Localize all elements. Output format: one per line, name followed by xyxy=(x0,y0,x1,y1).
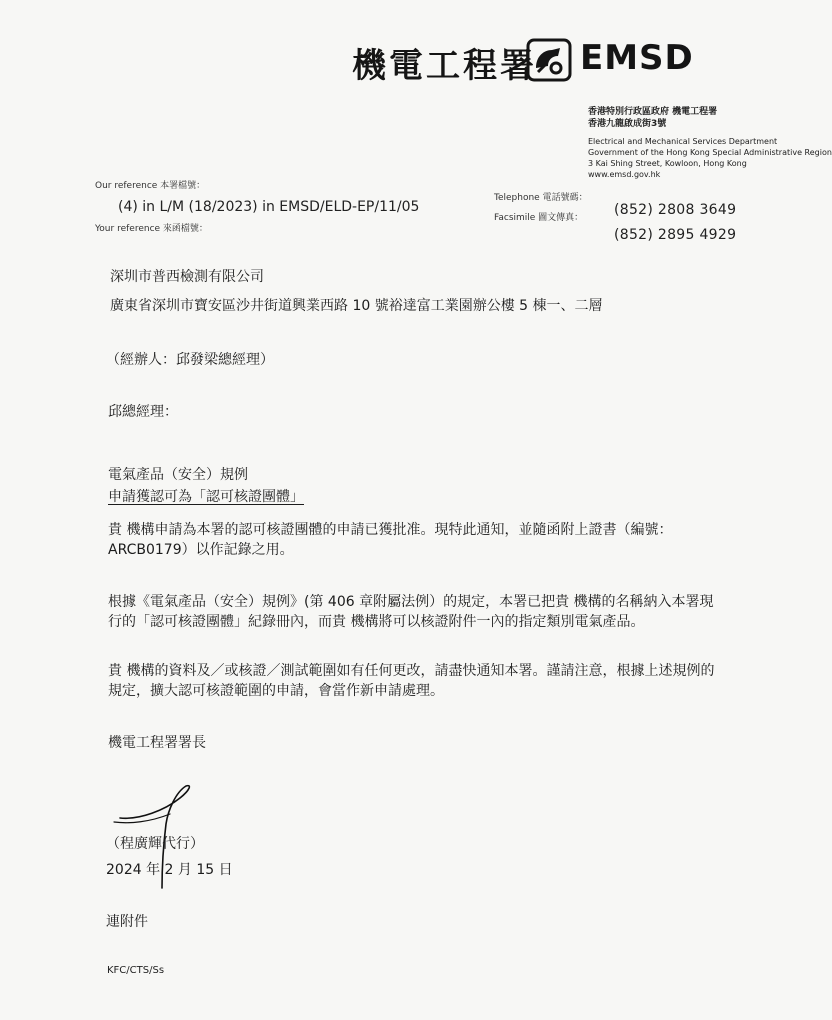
dept-name-en: Electrical and Mechanical Services Department xyxy=(588,137,778,146)
closing-title: 機電工程署署長 xyxy=(108,735,206,751)
dept-name-cn: 香港特別行政區政府 機電工程署 xyxy=(588,107,718,117)
paragraph-1: 貴 機構申請為本署的認可核證團體的申請已獲批准。現特此通知，並隨函附上證書（編號：ARCB0179）以作記錄之用。 xyxy=(108,522,673,558)
dept-website: www.emsd.gov.hk xyxy=(588,170,661,179)
signatory-name: （程廣輝代行） xyxy=(106,836,204,852)
telephone-label: Telephone 電話號碼： xyxy=(494,193,588,203)
letter-date: 2024 年 2 月 15 日 xyxy=(106,862,233,878)
subject-line-2: 申請獲認可為「認可核證團體」 xyxy=(108,489,304,505)
your-reference-label: Your reference 來函檔號： xyxy=(95,224,208,234)
subject-line-1: 電氣產品（安全）規例 xyxy=(108,467,248,483)
facsimile-value: (852) 2895 4929 xyxy=(614,227,737,243)
logo-chinese-name: 機電工程署 xyxy=(352,46,537,86)
paragraph-3: 貴 機構的資料及／或核證／測試範圍如有任何更改，請盡快通知本署。謹請注意，根據上述規例的規定，擴大認可核證範圍的申請，會當作新申請處理。 xyxy=(108,663,715,699)
facsimile-label: Facsimile 圖文傳真： xyxy=(494,213,584,223)
dept-gov-en: Government of the Hong Kong Special Administrative Region xyxy=(588,148,832,157)
salutation: 邱總經理： xyxy=(108,404,178,420)
dept-address-en: 3 Kai Shing Street, Kowloon, Hong Kong xyxy=(588,159,747,168)
emsd-logo-icon xyxy=(526,38,572,82)
telephone-value: (852) 2808 3649 xyxy=(614,202,737,218)
our-reference-label: Our reference 本署檔號： xyxy=(95,181,206,191)
recipient-company: 深圳市普西檢測有限公司 xyxy=(110,269,264,285)
reference-code: KFC/CTS/Ss xyxy=(107,965,165,976)
dept-address-cn: 香港九龍啟成街3號 xyxy=(588,119,667,129)
paragraph-2: 根據《電氣產品（安全）規例》(第 406 章附屬法例）的規定，本署已把貴 機構的名稱納入本署現行的「認可核證團體」紀錄冊內，而貴 機構將可以核證附件一內的指定類別電氣產品。 xyxy=(108,594,714,630)
enclosure-note: 連附件 xyxy=(106,914,148,930)
recipient-address: 廣東省深圳市寶安區沙井街道興業西路 10 號裕達富工業園辦公樓 5 棟一、二層 xyxy=(110,298,603,314)
our-reference-value: (4) in L/M (18/2023) in EMSD/ELD-EP/11/05 xyxy=(118,199,420,215)
logo-english-name: EMSD xyxy=(580,38,694,78)
recipient-attention: （經辦人：邱發梁總經理） xyxy=(106,352,274,368)
